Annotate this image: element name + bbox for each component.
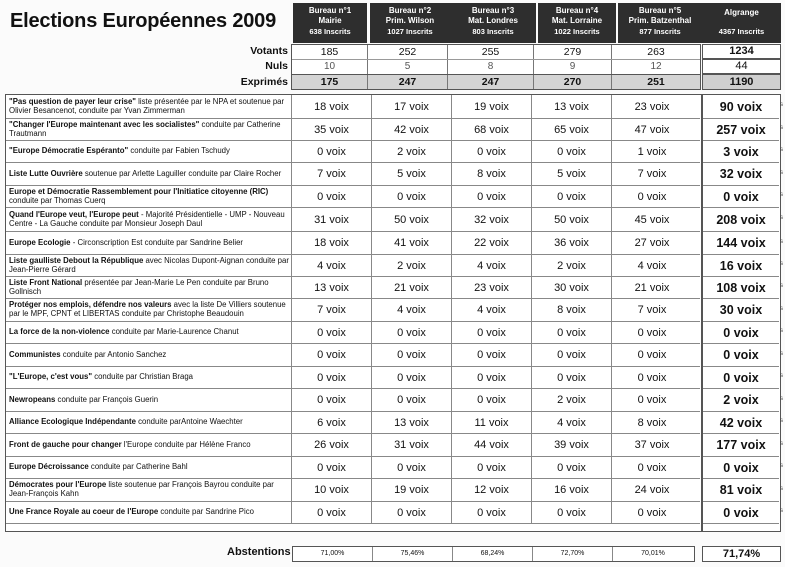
vote-count: 4 voix — [637, 259, 667, 272]
vote-count: 0 voix — [637, 190, 667, 203]
vote-count: 24 voix — [634, 484, 670, 496]
vote-count: 16 voix — [532, 479, 612, 501]
vote-count: 0 voix — [292, 322, 372, 343]
vote-count: 50 voix — [372, 208, 452, 231]
vote-count: 8 voix — [452, 163, 532, 185]
vote-count: 0 voix — [292, 457, 372, 478]
list-total: 0 voix — [703, 367, 779, 389]
vote-count: 12 voix — [452, 479, 532, 501]
bureau-header-4 — [538, 3, 616, 43]
vote-count: 2 voix — [372, 141, 452, 162]
vote-count: 5 voix — [372, 163, 452, 185]
votants-row — [292, 45, 700, 60]
cut-mark: s — [780, 102, 783, 108]
abstentions-values — [292, 546, 695, 562]
vote-count: 7 voix — [292, 163, 372, 185]
vote-count: 31 voix — [292, 208, 372, 231]
bureau-header-3 — [450, 3, 536, 43]
vote-count: 2 voix — [532, 255, 612, 276]
bureau-location: Mat. Londres — [468, 15, 518, 25]
nuls-value: 8 — [448, 60, 534, 74]
list-name — [6, 412, 292, 433]
vote-count: 11 voix — [452, 412, 532, 433]
nuls-label: Nuls — [265, 60, 288, 72]
list-description: - Majorité Présidentielle - UMP - Nouveau Centre - La Gauche conduite par Monsieur Joseph Daul — [9, 209, 285, 228]
cut-mark: s — [780, 463, 783, 469]
list-name — [6, 322, 292, 343]
vote-count: 23 voix — [452, 277, 532, 298]
list-title: Liste gaulliste Debout la République — [9, 255, 144, 265]
vote-count: 0 voix — [292, 502, 372, 523]
vote-count: 22 voix — [452, 232, 532, 254]
list-total: 108 voix — [703, 277, 779, 299]
cut-mark: s — [780, 306, 783, 312]
vote-count: 0 voix — [452, 457, 532, 478]
list-total: 0 voix — [703, 344, 779, 367]
list-total: 81 voix — [703, 479, 779, 502]
list-name — [6, 208, 292, 231]
vote-count: 0 voix — [372, 367, 452, 388]
abstentions-label: Abstentions — [227, 546, 291, 558]
vote-count: 0 voix — [532, 141, 612, 162]
bureau-location: Prim. Wilson — [385, 15, 435, 25]
votants-total: 1234 — [702, 44, 781, 59]
algrange-totals-column — [702, 94, 781, 532]
vote-count: 0 voix — [637, 371, 667, 384]
list-total: 257 voix — [703, 119, 779, 141]
vote-count: 4 voix — [452, 299, 532, 321]
vote-count: 6 voix — [292, 412, 372, 433]
vote-count: 0 voix — [452, 141, 532, 162]
list-name — [6, 479, 292, 501]
exprimes-total: 1190 — [702, 74, 781, 90]
list-title: Démocrates pour l'Europe — [9, 480, 107, 490]
bureau-name: Bureau n°4 — [555, 6, 599, 15]
vote-count: 19 voix — [372, 479, 452, 501]
list-total: 32 voix — [703, 163, 779, 186]
list-title: Alliance Ecologique Indépendante — [9, 417, 136, 427]
bureau-header-2 — [370, 3, 450, 43]
list-row — [6, 163, 700, 186]
vote-count: 19 voix — [452, 95, 532, 118]
bureau-inscrits: 803 Inscrits — [472, 27, 514, 36]
vote-count: 7 voix — [637, 304, 667, 316]
vote-count: 0 voix — [372, 322, 452, 343]
list-description: conduite par Christian Braga — [92, 372, 194, 382]
vote-count: 23 voix — [634, 100, 670, 113]
list-title: Une France Royale au coeur de l'Europe — [9, 507, 159, 517]
abstentions-row — [5, 546, 781, 564]
page-title: Elections Européennes 2009 — [10, 10, 277, 32]
bureau-location: Mairie — [318, 15, 342, 25]
list-description: - Circonscription Est conduite par Sandrine Belier — [70, 237, 244, 247]
list-row — [6, 186, 700, 208]
vote-count: 10 voix — [292, 479, 372, 501]
cut-mark: s — [780, 508, 783, 514]
bureau-name: Bureau n°2 — [388, 6, 432, 15]
results-table — [5, 94, 702, 532]
vote-count: 44 voix — [452, 434, 532, 456]
list-title: "L'Europe, c'est vous" — [9, 372, 93, 382]
list-total: 208 voix — [703, 208, 779, 232]
bureau-inscrits: 1027 Inscrits — [387, 27, 433, 36]
cut-mark: s — [780, 125, 783, 131]
vote-count: 0 voix — [532, 502, 612, 523]
nuls-row — [292, 60, 700, 75]
cut-mark: s — [780, 261, 783, 267]
algrange-name: Algrange — [724, 8, 759, 17]
vote-count: 17 voix — [372, 95, 452, 118]
vote-count: 36 voix — [532, 232, 612, 254]
vote-count: 41 voix — [372, 232, 452, 254]
list-name — [6, 186, 292, 207]
vote-count: 0 voix — [452, 502, 532, 523]
list-row — [6, 479, 700, 502]
votants-label: Votants — [250, 45, 288, 57]
cut-mark: s — [780, 373, 783, 379]
list-description: présentée par Jean-Marie Le Pen conduite par Bruno Gollnisch — [9, 277, 269, 296]
list-row — [6, 95, 700, 119]
list-title: "Changer l'Europe maintenant avec les socialistes" — [9, 119, 200, 129]
exprimes-label: Exprimés — [240, 76, 288, 88]
cut-mark: s — [780, 239, 783, 245]
list-row — [6, 299, 700, 322]
list-description: conduite par Catherine Trautmann — [9, 119, 281, 138]
votants-value: 252 — [368, 45, 448, 59]
summary-table — [291, 44, 701, 90]
vote-count: 0 voix — [292, 389, 372, 411]
list-title: "Europe Démocratie Espéranto" — [9, 146, 129, 156]
list-description: liste soutenue par François Bayrou conduite par Jean-François Kahn — [9, 480, 274, 498]
nuls-total: 44 — [702, 59, 781, 74]
vote-count: 45 voix — [634, 213, 670, 226]
abstention-value: 70,01% — [641, 550, 665, 557]
list-row — [6, 412, 700, 434]
votants-value: 279 — [534, 45, 612, 59]
list-description: soutenue par Arlette Laguiller conduite par Claire Rocher — [82, 168, 282, 178]
vote-count: 39 voix — [532, 434, 612, 456]
list-name — [6, 232, 292, 254]
list-description: conduite par Antonio Sanchez — [60, 349, 167, 359]
vote-count: 0 voix — [532, 322, 612, 343]
vote-count: 0 voix — [292, 344, 372, 366]
exprimes-value: 270 — [534, 75, 612, 89]
list-title: Front de gauche pour changer — [9, 439, 122, 449]
list-description: conduite par Thomas Cuerq — [9, 195, 106, 205]
vote-count: 27 voix — [634, 237, 670, 249]
list-row — [6, 389, 700, 412]
list-name — [6, 163, 292, 185]
list-total: 177 voix — [703, 434, 779, 457]
list-row — [6, 119, 700, 141]
vote-count: 0 voix — [532, 186, 612, 207]
vote-count: 0 voix — [372, 186, 452, 207]
votants-value: 255 — [448, 45, 534, 59]
list-total: 3 voix — [703, 141, 779, 163]
list-description: avec la liste De Villiers soutenue par le MPF, CPNT et LIBERTAS conduite par Christophe Beaudouin — [9, 300, 286, 318]
vote-count: 0 voix — [637, 461, 667, 474]
vote-count: 0 voix — [292, 141, 372, 162]
list-description: l'Europe conduite par Hélène Franco — [121, 439, 251, 449]
list-description: conduite par Fabien Tschudy — [128, 146, 230, 156]
votants-value: 185 — [292, 45, 368, 59]
algrange-inscrits: 4367 Inscrits — [718, 26, 765, 36]
cut-mark: s — [780, 283, 783, 289]
list-description: conduite par Marie-Laurence Chanut — [109, 327, 239, 337]
list-description: avec Nicolas Dupont-Aignan conduite par Jean-Pierre Gérard — [9, 255, 289, 274]
list-row — [6, 434, 700, 457]
algrange-header — [702, 3, 781, 43]
list-description: conduite parAntoine Waechter — [135, 417, 243, 427]
vote-count: 37 voix — [634, 439, 670, 451]
cut-mark: s — [780, 441, 783, 447]
vote-count: 0 voix — [452, 344, 532, 366]
vote-count: 0 voix — [372, 502, 452, 523]
vote-count: 18 voix — [292, 232, 372, 254]
vote-count: 0 voix — [292, 367, 372, 388]
list-total: 90 voix — [703, 95, 779, 119]
list-name — [6, 95, 292, 118]
list-total: 144 voix — [703, 232, 779, 255]
list-title: Europe Décroissance — [9, 462, 89, 472]
list-description: liste présentée par le NPA et soutenue par Olivier Besancenot, conduite par Yvan Zimmerman — [9, 96, 285, 115]
cut-mark: s — [780, 328, 783, 334]
list-total: 42 voix — [703, 412, 779, 434]
vote-count: 13 voix — [372, 412, 452, 433]
vote-count: 31 voix — [372, 434, 452, 456]
vote-count: 68 voix — [452, 119, 532, 140]
vote-count: 47 voix — [634, 123, 670, 136]
exprimes-value: 247 — [448, 75, 534, 89]
votants-value: 263 — [647, 46, 665, 58]
vote-count: 0 voix — [637, 394, 667, 406]
bureau-inscrits: 1022 Inscrits — [554, 27, 600, 36]
cut-mark: s — [780, 396, 783, 402]
cut-mark: s — [780, 192, 783, 198]
cut-mark: s — [780, 170, 783, 176]
list-row — [6, 232, 700, 255]
vote-count: 4 voix — [452, 255, 532, 276]
list-name — [6, 299, 292, 321]
list-total: 0 voix — [703, 186, 779, 208]
list-description: conduite par François Guerin — [55, 394, 159, 404]
vote-count: 13 voix — [532, 95, 612, 118]
vote-count: 13 voix — [292, 277, 372, 298]
vote-count: 21 voix — [634, 281, 670, 294]
vote-count: 30 voix — [532, 277, 612, 298]
vote-count: 4 voix — [292, 255, 372, 276]
vote-count: 65 voix — [532, 119, 612, 140]
vote-count: 35 voix — [292, 119, 372, 140]
list-row — [6, 502, 700, 524]
exprimes-value: 251 — [612, 75, 700, 89]
vote-count: 0 voix — [532, 344, 612, 366]
list-title: "Pas question de payer leur crise" — [9, 96, 136, 106]
list-title: Europe Ecologie — [9, 237, 71, 247]
bureau-name: Bureau n°3 — [471, 6, 515, 15]
nuls-value: 12 — [650, 61, 662, 72]
vote-count: 50 voix — [532, 208, 612, 231]
list-total: 2 voix — [703, 389, 779, 412]
abstention-value: 75,46% — [373, 547, 453, 561]
list-total: 30 voix — [703, 299, 779, 322]
list-total: 16 voix — [703, 255, 779, 277]
list-title: La force de la non-violence — [9, 327, 110, 337]
vote-count: 0 voix — [372, 389, 452, 411]
list-name — [6, 389, 292, 411]
bureau-location: Prim. Batzenthal — [628, 15, 692, 25]
vote-count: 5 voix — [532, 163, 612, 185]
list-description: conduite par Catherine Bahl — [88, 462, 188, 472]
list-name — [6, 344, 292, 366]
list-title: Protéger nos emplois, défendre nos valeurs — [9, 300, 172, 310]
list-name — [6, 119, 292, 140]
list-row — [6, 141, 700, 163]
list-name — [6, 277, 292, 298]
cut-mark: s — [780, 351, 783, 357]
cut-mark: s — [780, 486, 783, 492]
bureau-inscrits: 638 Inscrits — [309, 27, 351, 36]
list-row — [6, 367, 700, 389]
vote-count: 0 voix — [292, 186, 372, 207]
vote-count: 0 voix — [532, 367, 612, 388]
list-total: 0 voix — [703, 457, 779, 479]
exprimes-value: 175 — [292, 75, 368, 89]
bureau-name: Bureau n°5 — [638, 6, 682, 15]
vote-count: 4 voix — [532, 412, 612, 433]
vote-count: 4 voix — [372, 299, 452, 321]
cut-mark: s — [780, 147, 783, 153]
vote-count: 0 voix — [372, 344, 452, 366]
list-row — [6, 344, 700, 367]
list-title: Liste Front National — [9, 277, 83, 287]
abstention-value: 68,24% — [453, 547, 533, 561]
list-total: 0 voix — [703, 322, 779, 344]
list-row — [6, 208, 700, 232]
vote-count: 0 voix — [452, 322, 532, 343]
bureau-header-1 — [293, 3, 367, 43]
vote-count: 42 voix — [372, 119, 452, 140]
nuls-value: 9 — [534, 60, 612, 74]
abstention-value: 71,00% — [293, 547, 373, 561]
vote-count: 0 voix — [637, 349, 667, 361]
vote-count: 0 voix — [532, 457, 612, 478]
vote-count: 1 voix — [637, 145, 667, 158]
bureau-name: Bureau n°1 — [308, 6, 352, 15]
vote-count: 2 voix — [372, 255, 452, 276]
list-row — [6, 457, 700, 479]
vote-count: 0 voix — [372, 457, 452, 478]
list-title: Quand l'Europe veut, l'Europe peut — [9, 209, 139, 219]
list-total: 0 voix — [703, 502, 779, 524]
list-description: conduite par Sandrine Pico — [158, 507, 254, 517]
list-title: Communistes — [9, 349, 61, 359]
list-row — [6, 322, 700, 344]
list-row — [6, 255, 700, 277]
list-title: Europe et Démocratie Rassemblement pour l'Initiatice citoyenne (RIC) — [9, 186, 269, 196]
vote-count: 2 voix — [532, 389, 612, 411]
bureau-inscrits: 877 Inscrits — [639, 27, 681, 36]
list-name — [6, 255, 292, 276]
vote-count: 7 voix — [292, 299, 372, 321]
exprimes-row — [292, 75, 700, 89]
list-title: Liste Lutte Ouvrière — [9, 168, 83, 178]
list-title: Newropeans — [9, 394, 56, 404]
vote-count: 26 voix — [292, 434, 372, 456]
abstentions-total: 71,74% — [702, 546, 781, 562]
list-row — [6, 277, 700, 299]
bureau-header-5 — [618, 3, 702, 43]
list-name — [6, 502, 292, 523]
vote-count: 21 voix — [372, 277, 452, 298]
vote-count: 0 voix — [452, 186, 532, 207]
vote-count: 0 voix — [637, 326, 667, 339]
vote-count: 7 voix — [637, 168, 667, 180]
bureau-location: Mat. Lorraine — [551, 15, 603, 25]
vote-count: 0 voix — [637, 506, 667, 519]
vote-count: 18 voix — [292, 95, 372, 118]
vote-count: 0 voix — [452, 367, 532, 388]
cut-mark: s — [780, 418, 783, 424]
abstention-value: 72,70% — [533, 547, 613, 561]
nuls-value: 5 — [368, 60, 448, 74]
list-name — [6, 434, 292, 456]
vote-count: 32 voix — [452, 208, 532, 231]
list-name — [6, 457, 292, 478]
vote-count: 8 voix — [637, 416, 667, 429]
list-name — [6, 141, 292, 162]
vote-count: 0 voix — [452, 389, 532, 411]
cut-mark: s — [780, 215, 783, 221]
nuls-value: 10 — [292, 60, 368, 74]
list-name — [6, 367, 292, 388]
vote-count: 8 voix — [532, 299, 612, 321]
exprimes-value: 247 — [368, 75, 448, 89]
